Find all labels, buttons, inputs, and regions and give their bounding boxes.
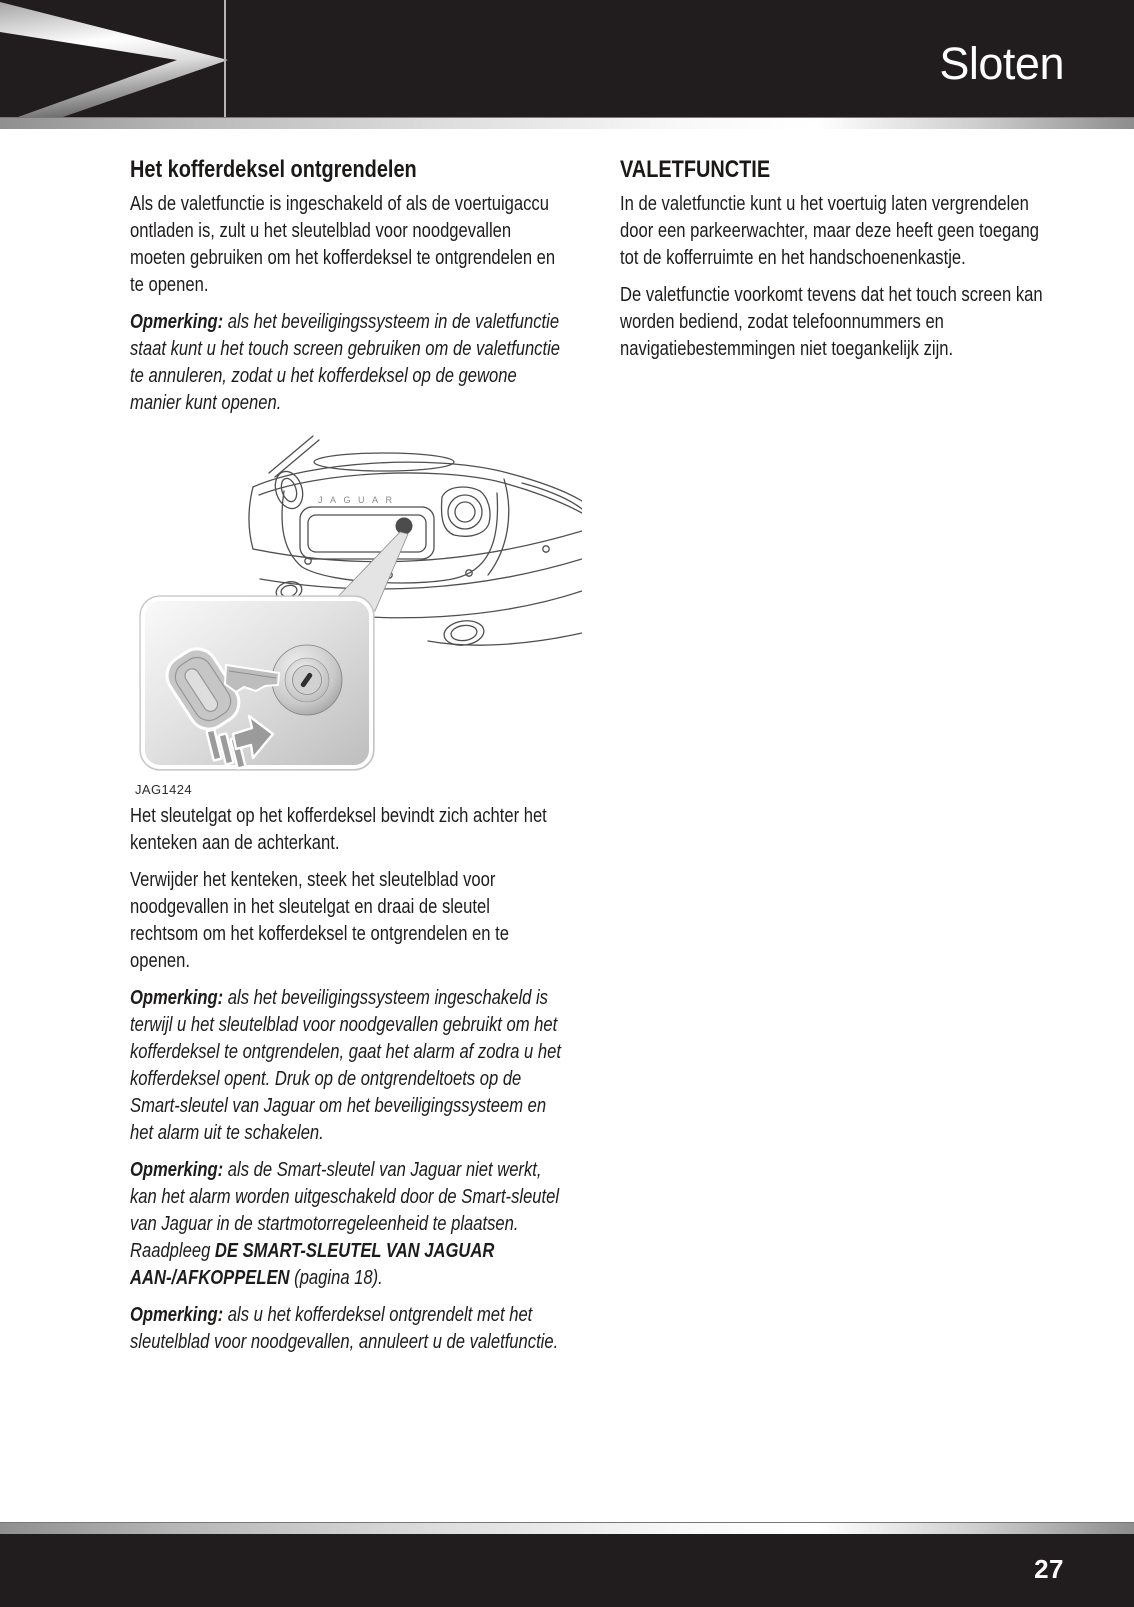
page-title: Sloten	[939, 38, 1064, 89]
note-label: Opmerking:	[130, 987, 224, 1009]
page-footer	[0, 1534, 1134, 1607]
note-4	[130, 1302, 562, 1356]
car-rear-illustration	[132, 427, 582, 774]
header-silver-bar	[0, 117, 1134, 129]
page-header	[0, 0, 1134, 117]
keyhole-dot	[396, 518, 413, 535]
trunk-key-figure	[132, 427, 650, 797]
paragraph-valet-1: In de valetfunctie kunt u het voertuig laten vergrendelen door een parkeerwachter, maar deze heeft geen toegang tot de kofferruimte en het handschoenenkastje.	[620, 193, 1039, 269]
key-inset-illustration	[140, 596, 374, 770]
paragraph-valet-2: De valetfunctie voorkomt tevens dat het touch screen kan worden bediend, zodat telefoonnummers en navigatiebestemmingen niet toegankelijk zijn.	[620, 284, 1043, 360]
paragraph-keyhole-location: Het sleutelgat op het kofferdeksel bevindt zich achter het kenteken aan de achterkant.	[130, 805, 547, 854]
column-left	[130, 157, 650, 1366]
brand-chevron-icon	[0, 0, 240, 117]
trunk-badge-text: JAGUAR	[318, 495, 400, 505]
section-heading-valet: VALETFUNCTIE	[620, 156, 771, 183]
note-1	[130, 309, 562, 417]
header-divider	[224, 0, 226, 117]
section-heading-trunk: Het kofferdeksel ontgrendelen	[130, 156, 417, 183]
note-2	[130, 985, 562, 1147]
note-text: als de Smart-sleutel van Jaguar niet werkt, kan het alarm worden uitgeschakeld door de Smart-sleutel van Jaguar in de startmotorregeleenheid te plaatsen. Raadpleeg	[130, 1159, 560, 1262]
paragraph-unlock-steps: Verwijder het kenteken, steek het sleutelblad voor noodgevallen in het sleutelgat en draai de sleutel rechtsom om het kofferdeksel te ontgrendelen en te openen.	[130, 869, 509, 972]
figure-caption: JAG1424	[135, 782, 193, 797]
paragraph-intro: Als de valetfunctie is ingeschakeld of als de voertuigaccu ontladen is, zult u het sleutelblad voor noodgevallen moeten gebruiken om het kofferdeksel te ontgrendelen en te openen.	[130, 193, 556, 296]
page-number: 27	[1034, 1554, 1064, 1584]
note-text: als het beveiligingssysteem ingeschakeld is terwijl u het sleutelblad voor noodgevallen gebruikt om het kofferdeksel te ontgrendelen, gaat het alarm af zodra u het kofferdeksel opent. Druk op de ontgrendeltoets op de Smart-sleutel van Jaguar om het beveiligingssysteem en het alarm uit te schakelen.	[130, 987, 561, 1144]
note-text: als u het kofferdeksel ontgrendelt met het sleutelblad voor noodgevallen, annuleert u de valetfunctie.	[130, 1304, 559, 1353]
note-label: Opmerking:	[130, 1304, 224, 1326]
note-text: (pagina 18).	[294, 1267, 383, 1289]
cross-reference: DE SMART-SLEUTEL VAN JAGUAR AAN-/AFKOPPELEN	[130, 1240, 495, 1289]
note-label: Opmerking:	[130, 1159, 224, 1181]
note-3	[130, 1157, 562, 1292]
footer-silver-bar	[0, 1522, 1134, 1534]
chevron-shape	[0, 2, 228, 117]
note-text: als het beveiligingssysteem in de valetfunctie staat kunt u het touch screen gebruiken om de valetfunctie te annuleren, zodat u het kofferdeksel op de gewone manier kunt openen.	[130, 311, 561, 414]
note-label: Opmerking:	[130, 311, 224, 333]
column-right	[620, 157, 1134, 373]
